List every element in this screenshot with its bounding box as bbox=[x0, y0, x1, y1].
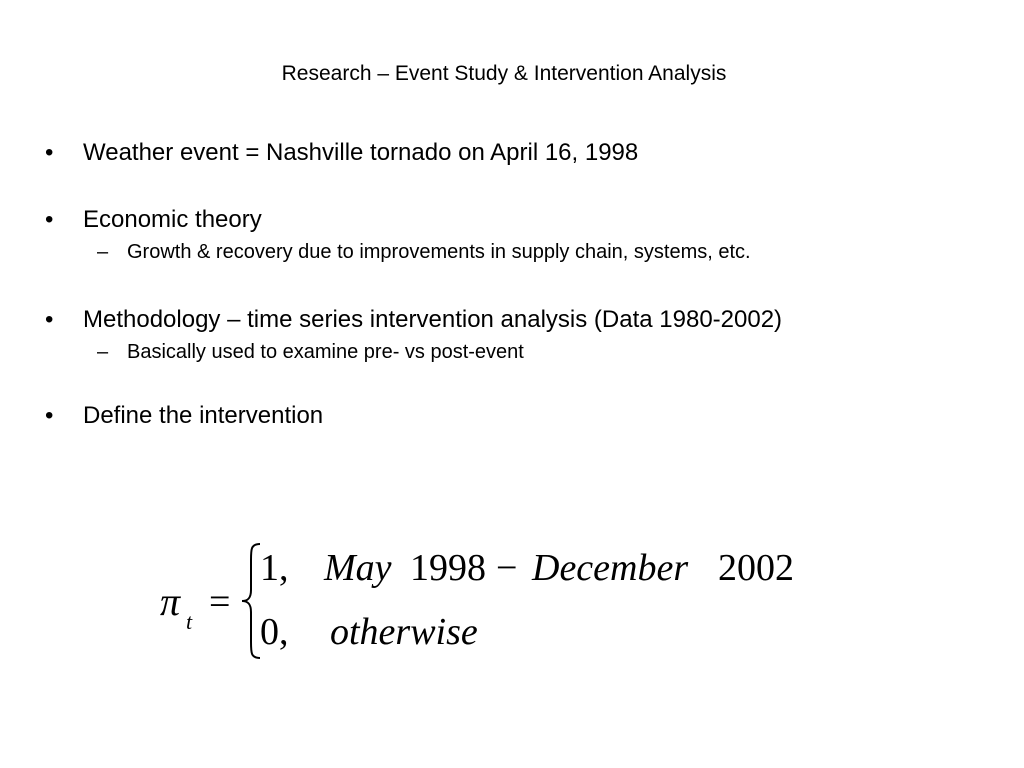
bullet-text: Define the intervention bbox=[83, 402, 324, 429]
bullet-marker: • bbox=[45, 402, 54, 429]
case1-year-start: 1998 bbox=[410, 547, 486, 589]
formula-equals: = bbox=[209, 581, 231, 623]
case2-value: 0, bbox=[260, 611, 289, 653]
bullet-text: Weather event = Nashville tornado on April 16, 1998 bbox=[83, 139, 639, 166]
bullet-marker: • bbox=[45, 206, 54, 233]
formula-pi-symbol: π bbox=[160, 579, 181, 624]
sub-bullet-text: Growth & recovery due to improvements in supply chain, systems, etc. bbox=[127, 241, 751, 263]
bullet-marker: • bbox=[45, 139, 54, 166]
case1-value: 1, bbox=[260, 547, 289, 589]
sub-bullet-text: Basically used to examine pre- vs post-event bbox=[127, 341, 524, 363]
sub-bullet-marker: – bbox=[97, 341, 109, 363]
slide-title: Research – Event Study & Intervention Analysis bbox=[281, 62, 727, 85]
case2-condition: otherwise bbox=[330, 611, 478, 653]
bullet-text: Methodology – time series intervention analysis (Data 1980-2002) bbox=[83, 306, 783, 333]
case1-month-end: December bbox=[532, 547, 689, 589]
case1-month-start: May bbox=[324, 547, 392, 589]
bullet-text: Economic theory bbox=[83, 206, 262, 233]
formula-subscript: t bbox=[186, 609, 193, 634]
case1-minus: − bbox=[496, 547, 518, 589]
sub-bullet-marker: – bbox=[97, 241, 109, 263]
case1-year-end: 2002 bbox=[718, 547, 794, 589]
bullet-marker: • bbox=[45, 306, 54, 333]
